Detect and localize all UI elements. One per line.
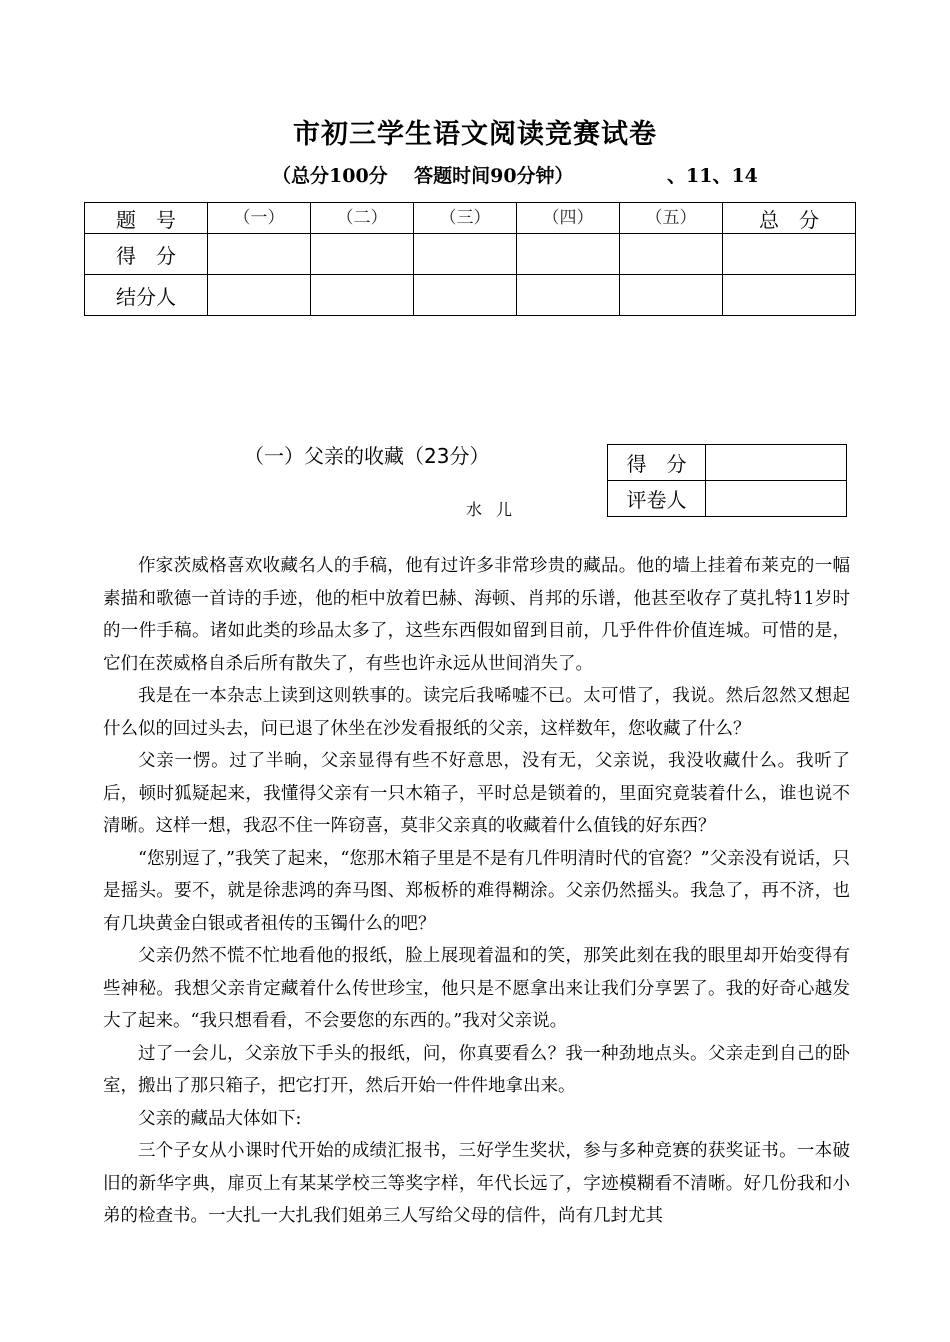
scorer-cell[interactable] xyxy=(208,275,311,316)
paragraph: 作家茨威格喜欢收藏名人的手稿，他有过许多非常珍贵的藏品。他的墙上挂着布莱克的一幅素描和歌德一首诗的手迹，他的柜中放着巴赫、海顿、肖邦的乐谱，他甚至收存了莫扎特11岁时的一件手稿。诸如此类的珍品太多了，这些东西假如留到目前，几乎件件价值连城。可惜的是，它们在茨威格自杀后所有散失了，有些也许永远从世间消失了。 xyxy=(103,556,850,674)
score-header-part-3: （三） xyxy=(414,203,517,234)
score-cell[interactable] xyxy=(414,234,517,275)
grader-row xyxy=(608,445,847,481)
grader-table xyxy=(607,444,847,517)
paragraph: 父亲一愣。过了半晌，父亲显得有些不好意思，没有无，父亲说，我没收藏什么。我听了后，顿时狐疑起来，我懂得父亲有一只木箱子，平时总是锁着的，里面究竟装着什么，谁也说不清晰。这样一想，我忍不住一阵窃喜，莫非父亲真的收藏着什么值钱的好东西？ xyxy=(103,751,850,836)
grader-score-cell[interactable] xyxy=(706,445,847,481)
score-header-part-4: （四） xyxy=(517,203,620,234)
score-header-part-1: （一） xyxy=(208,203,311,234)
scorer-row xyxy=(85,275,856,316)
score-header-part-5: （五） xyxy=(620,203,723,234)
exam-title: 市初三学生语文阅读竞赛试卷 xyxy=(293,119,657,150)
author-name: 水儿 xyxy=(466,500,527,519)
score-table-header-row xyxy=(85,203,856,234)
score-cell[interactable] xyxy=(311,234,414,275)
score-row-label: 得 分 xyxy=(85,234,208,275)
grader-label-reviewer: 评卷人 xyxy=(608,481,706,517)
paragraph: “您别逗了，”我笑了起来，“您那木箱子里是不是有几件明清时代的官瓷？”父亲没有说话，只是摇头。要不，就是徐悲鸿的奔马图、郑板桥的难得糊涂。父亲仍然摇头。我急了，再不济，也有几块黄金白银或者祖传的玉镯什么的吧？ xyxy=(103,848,850,934)
scorer-cell[interactable] xyxy=(620,275,723,316)
scorer-cell[interactable] xyxy=(723,275,856,316)
score-row xyxy=(85,234,856,275)
score-cell[interactable] xyxy=(723,234,856,275)
scorer-row-label: 结分人 xyxy=(85,275,208,316)
score-header-part-2: （二） xyxy=(311,203,414,234)
score-cell[interactable] xyxy=(208,234,311,275)
score-cell[interactable] xyxy=(620,234,723,275)
paragraph: 父亲的藏品大体如下: xyxy=(138,1108,302,1129)
section-title: （一）父亲的收藏（23分） xyxy=(244,444,490,468)
paragraph: 过了一会儿，父亲放下手头的报纸，问，你真要看么？我一种劲地点头。父亲走到自己的卧室，搬出了那只箱子，把它打开，然后开始一件件地拿出来。 xyxy=(103,1043,850,1096)
grader-reviewer-cell[interactable] xyxy=(706,481,847,517)
paragraph: 三个子女从小课时代开始的成绩汇报书，三好学生奖状，参与多种竞赛的获奖证书。一本破旧的新华字典，扉页上有某某学校三等奖字样，年代长远了，字迹模糊看不清晰。好几份我和小弟的检查书。一大扎一大扎我们姐弟三人写给父母的信件，尚有几封尤其 xyxy=(103,1141,850,1226)
score-table xyxy=(84,202,856,316)
scorer-cell[interactable] xyxy=(414,275,517,316)
passage-body xyxy=(103,550,850,1233)
grader-label-score: 得 分 xyxy=(608,445,706,481)
grader-row xyxy=(608,481,847,517)
exam-date: 、11、14 xyxy=(667,165,758,187)
exam-subtitle xyxy=(272,161,758,188)
scorer-cell[interactable] xyxy=(311,275,414,316)
paragraph: 我是在一本杂志上读到这则轶事的。读完后我唏嘘不已。太可惜了，我说。然后忽然又想起什么似的回过头去，问已退了休坐在沙发看报纸的父亲，这样数年，您收藏了什么？ xyxy=(103,686,850,739)
paragraph: 父亲仍然不慌不忙地看他的报纸，脸上展现着温和的笑，那笑此刻在我的眼里却开始变得有些神秘。我想父亲肯定藏着什么传世珍宝，他只是不愿拿出来让我们分享罢了。我的好奇心越发大了起来。“我只想看看，不会要您的东西的。”我对父亲说。 xyxy=(103,946,850,1031)
scorer-cell[interactable] xyxy=(517,275,620,316)
score-cell[interactable] xyxy=(517,234,620,275)
score-header-label: 题 号 xyxy=(85,203,208,234)
exam-info: （总分100分 答题时间90分钟） xyxy=(272,165,574,187)
score-header-total: 总 分 xyxy=(723,203,856,234)
